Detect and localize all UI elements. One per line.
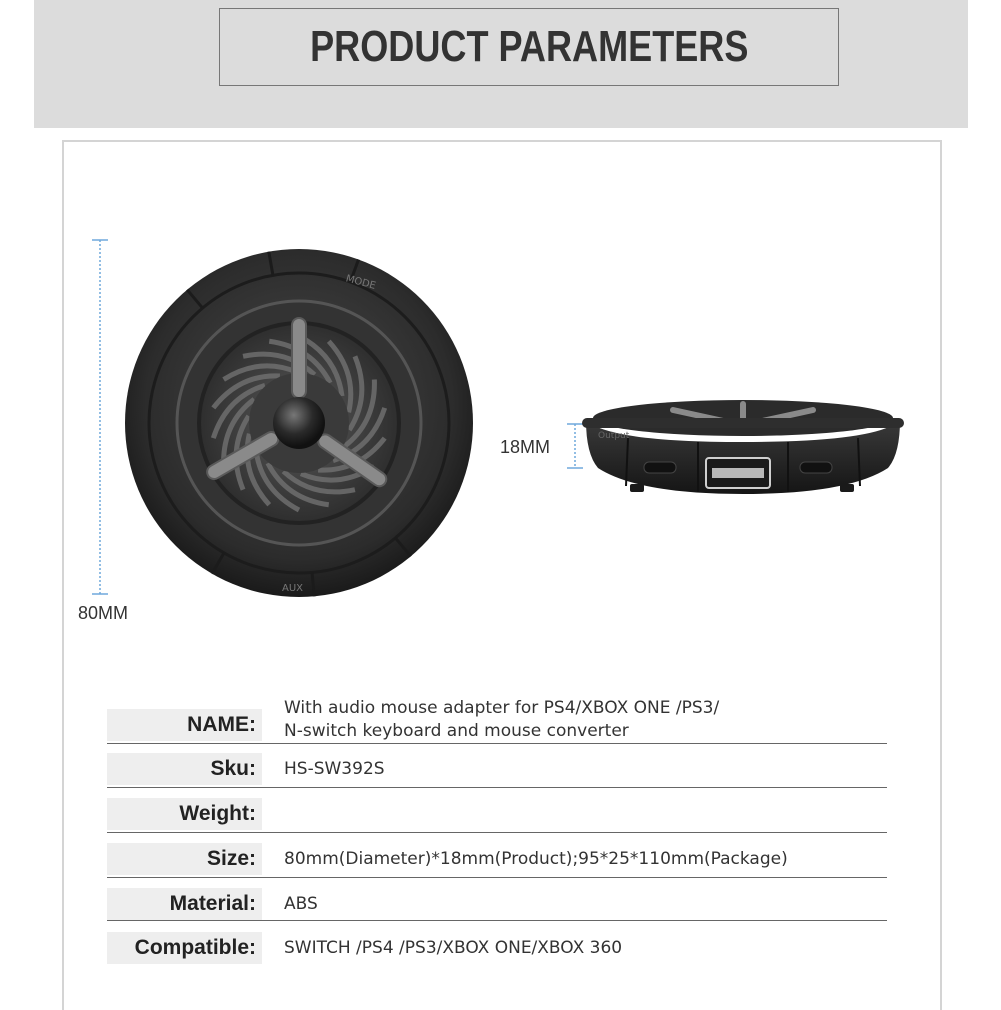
height-label: 80MM [78, 603, 129, 623]
height-dimension-line [88, 236, 112, 598]
spec-key: Sku: [107, 753, 262, 785]
spec-value-line: N-switch keyboard and mouse converter [284, 721, 629, 741]
spec-key: Compatible: [107, 932, 262, 964]
spec-value: 80mm(Diameter)*18mm(Product);95*25*110mm(Package) [284, 849, 788, 869]
spec-key: Weight: [107, 798, 262, 830]
page-title: PRODUCT PARAMETERS [309, 22, 749, 71]
spec-key: Material: [107, 888, 262, 920]
spec-key: NAME: [107, 709, 262, 741]
mode-label: MODE [344, 273, 377, 292]
spec-value [284, 697, 887, 743]
spec-value: HS-SW392S [284, 759, 385, 779]
spec-row-compatible [107, 932, 887, 964]
header-band [34, 0, 968, 128]
device-side-view [578, 396, 908, 500]
divider [107, 787, 887, 788]
divider [107, 743, 887, 744]
aux-label: AUX [282, 583, 304, 594]
spec-value: SWITCH /PS4 /PS3/XBOX ONE/XBOX 360 [284, 938, 623, 958]
spec-row-weight [107, 798, 887, 830]
spec-row-material [107, 888, 887, 920]
output-label: Output [598, 431, 630, 441]
thickness-label: 18MM [500, 437, 551, 457]
spec-key: Size: [107, 843, 262, 875]
spec-value: ABS [284, 894, 318, 914]
divider [107, 877, 887, 878]
device-top-view [122, 246, 476, 600]
spec-row-size [107, 843, 887, 875]
spec-row-sku [107, 753, 887, 785]
spec-value-line: With audio mouse adapter for PS4/XBOX ONE /PS3/ [284, 698, 720, 718]
divider [107, 832, 887, 833]
title-box [219, 8, 839, 86]
divider [107, 920, 887, 921]
